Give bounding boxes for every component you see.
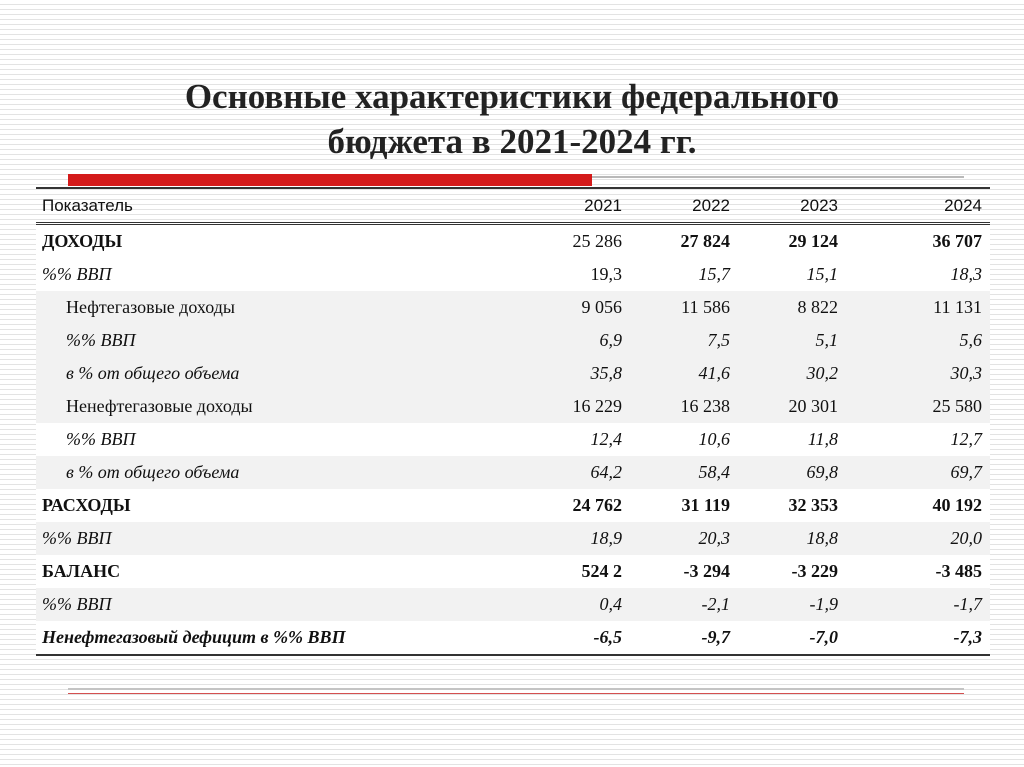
value-2022: 10,6 <box>630 423 738 456</box>
value-2023: 20 301 <box>738 390 846 423</box>
row-label: в % от общего объема <box>36 456 522 489</box>
value-2021: 0,4 <box>522 588 630 621</box>
value-2021: 524 2 <box>522 555 630 588</box>
value-2022: 20,3 <box>630 522 738 555</box>
value-2021: 18,9 <box>522 522 630 555</box>
value-2023: 32 353 <box>738 489 846 522</box>
value-2024: 11 131 <box>846 291 990 324</box>
header-indicator: Показатель <box>36 188 522 224</box>
value-2021: 19,3 <box>522 258 630 291</box>
value-2021: 9 056 <box>522 291 630 324</box>
value-2021: 24 762 <box>522 489 630 522</box>
footer-accent-line <box>68 693 964 694</box>
value-2022: 16 238 <box>630 390 738 423</box>
row-label: РАСХОДЫ <box>36 489 522 522</box>
value-2024: 36 707 <box>846 224 990 259</box>
slide-title <box>60 74 964 164</box>
row-expenditures <box>36 489 990 522</box>
row-revenues <box>36 224 990 259</box>
row-balance <box>36 555 990 588</box>
value-2022: 7,5 <box>630 324 738 357</box>
table-header-row <box>36 188 990 224</box>
title-divider-line <box>592 176 964 178</box>
row-label: в % от общего объема <box>36 357 522 390</box>
header-year-2021: 2021 <box>522 188 630 224</box>
value-2022: -3 294 <box>630 555 738 588</box>
row-non-oil-gas-revenues <box>36 390 990 423</box>
value-2022: 27 824 <box>630 224 738 259</box>
row-balance-gdp-share <box>36 588 990 621</box>
value-2024: 30,3 <box>846 357 990 390</box>
value-2023: -7,0 <box>738 621 846 655</box>
row-oil-gas-revenues <box>36 291 990 324</box>
value-2022: 11 586 <box>630 291 738 324</box>
value-2023: 15,1 <box>738 258 846 291</box>
value-2024: 20,0 <box>846 522 990 555</box>
row-label: Нефтегазовые доходы <box>36 291 522 324</box>
value-2022: -2,1 <box>630 588 738 621</box>
row-expenditures-gdp-share <box>36 522 990 555</box>
value-2022: 58,4 <box>630 456 738 489</box>
value-2021: 25 286 <box>522 224 630 259</box>
value-2024: -3 485 <box>846 555 990 588</box>
value-2023: -3 229 <box>738 555 846 588</box>
value-2023: 11,8 <box>738 423 846 456</box>
footer-divider-line <box>68 688 964 690</box>
value-2022: -9,7 <box>630 621 738 655</box>
budget-table <box>36 187 990 656</box>
value-2023: 5,1 <box>738 324 846 357</box>
row-label: Ненефтегазовые доходы <box>36 390 522 423</box>
row-label: %% ВВП <box>36 423 522 456</box>
value-2023: 8 822 <box>738 291 846 324</box>
value-2021: -6,5 <box>522 621 630 655</box>
slide-title-line-1: Основные характеристики федерального <box>184 77 840 116</box>
value-2024: 5,6 <box>846 324 990 357</box>
value-2024: 69,7 <box>846 456 990 489</box>
header-year-2024: 2024 <box>846 188 990 224</box>
value-2023: -1,9 <box>738 588 846 621</box>
value-2023: 29 124 <box>738 224 846 259</box>
value-2021: 16 229 <box>522 390 630 423</box>
value-2024: 12,7 <box>846 423 990 456</box>
slide-title-line-2: бюджета в 2021-2024 гг. <box>327 122 697 161</box>
value-2024: -7,3 <box>846 621 990 655</box>
row-label: %% ВВП <box>36 324 522 357</box>
value-2021: 12,4 <box>522 423 630 456</box>
row-non-oil-gas-deficit <box>36 621 990 655</box>
value-2023: 30,2 <box>738 357 846 390</box>
row-non-oil-gas-gdp-share <box>36 423 990 456</box>
row-label: %% ВВП <box>36 588 522 621</box>
title-accent-bar <box>68 174 592 186</box>
value-2024: 25 580 <box>846 390 990 423</box>
row-label: ДОХОДЫ <box>36 224 522 259</box>
row-oil-gas-gdp-share <box>36 324 990 357</box>
value-2023: 18,8 <box>738 522 846 555</box>
header-year-2023: 2023 <box>738 188 846 224</box>
row-oil-gas-share-of-total <box>36 357 990 390</box>
value-2021: 64,2 <box>522 456 630 489</box>
value-2024: 40 192 <box>846 489 990 522</box>
value-2021: 35,8 <box>522 357 630 390</box>
value-2022: 41,6 <box>630 357 738 390</box>
value-2021: 6,9 <box>522 324 630 357</box>
row-label: %% ВВП <box>36 258 522 291</box>
row-label: Ненефтегазовый дефицит в %% ВВП <box>36 621 522 655</box>
row-label: %% ВВП <box>36 522 522 555</box>
value-2022: 15,7 <box>630 258 738 291</box>
row-label: БАЛАНС <box>36 555 522 588</box>
value-2024: 18,3 <box>846 258 990 291</box>
value-2023: 69,8 <box>738 456 846 489</box>
value-2022: 31 119 <box>630 489 738 522</box>
row-non-oil-gas-share-of-total <box>36 456 990 489</box>
row-revenues-gdp-share <box>36 258 990 291</box>
header-year-2022: 2022 <box>630 188 738 224</box>
value-2024: -1,7 <box>846 588 990 621</box>
